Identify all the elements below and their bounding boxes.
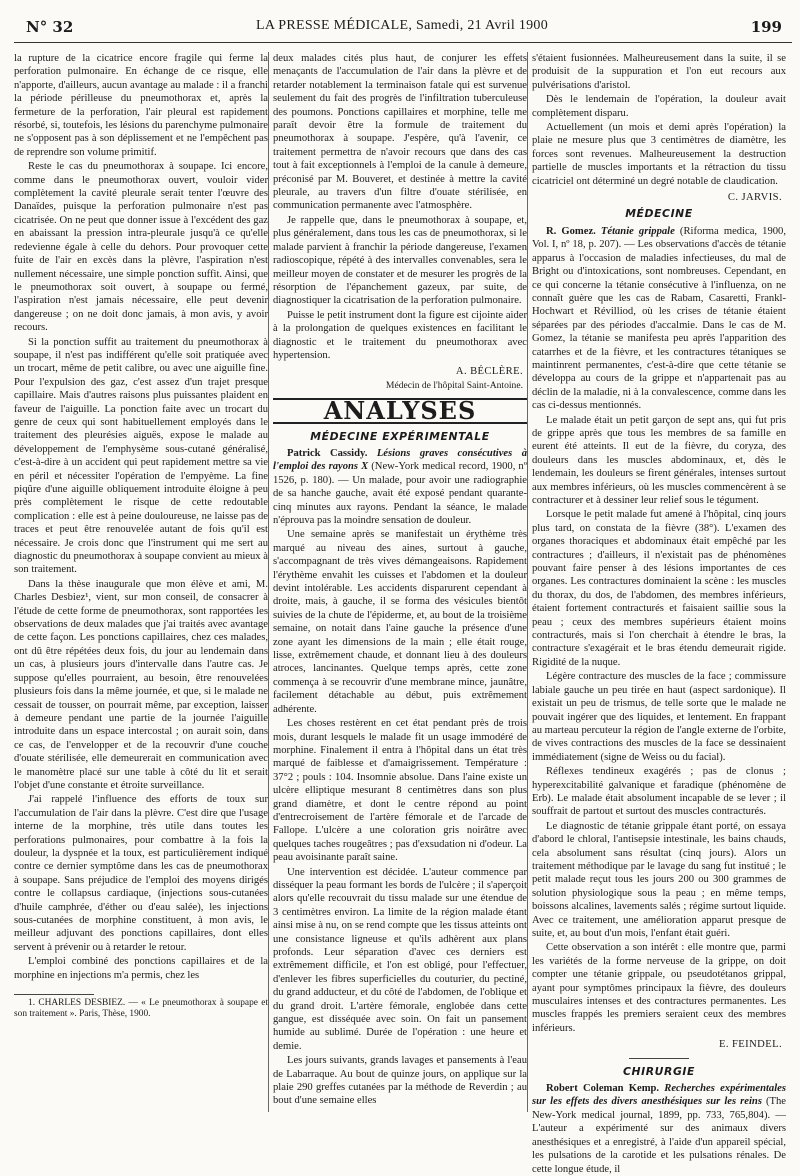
article-author: R. Gomez. xyxy=(546,225,596,237)
paragraph: deux malades cités plus haut, de conjurer les effets menaçants de l'accumulation de l'air dans la plèvre et de retarder notablement la terminaison fatale qui est survenue seulement du fait des progrès de l'infiltration tuberculeuse des poumons. Ponctions capillaires et morphine, telle me paraît devoir être la formule de traitement du pneumothorax à soupape. J'espère, qu'à l'avenir, ce traitement permettra de n'avoir recours que dans des cas tout à fait exceptionnels à l'emploi de la canule à demeure, préconisé par M. Bouveret, et destinée à mettre la cavité pleurale, au travers d'un filtre d'ouate stérilisée, en communication permanente avec l'atmosphère. xyxy=(273,53,527,212)
article-title: Tétanie grippale xyxy=(600,225,675,237)
footnote-rule xyxy=(14,994,94,995)
paragraph: Lorsque le petit malade fut amené à l'hôpital, cinq jours plus tard, on constata de la fièvre (38°). L'examen des organes thoraciques et abdominaux était empêché par les contractures ; d'ailleurs, il n'existait pas de phénomènes pouvant faire penser à des lésions importantes de ces organes. Les contractures dominaient la scène : les muscles du thorax, du dos, de l'abdomen, des membres inférieurs, étaient fortement contracturés et faisaient saillie sous la peau ; ceux des membres supérieurs étaient moins contracturés, mais si l'on cherchait à étendre le bras, la contracture s'exagérait et le bras étendu demeurait rigide. Rigidité de la nuque. xyxy=(532,509,786,668)
page-number: 199 xyxy=(750,18,782,36)
paragraph: Je rappelle que, dans le pneumothorax à soupape, et, plus généralement, dans tous les cas de pneumothorax, si le malade parvient à franchir la période dangereuse, l'examen radioscopique, répété à des intervalles convenables, sera le meilleur moyen de constater et de mesurer les progrès de la résorption de l'épanchement gazeux, par suite, de diagnostiquer la cicatrisation de la perforation pulmonaire. xyxy=(273,214,527,307)
author-signature: C. JARVIS. xyxy=(727,192,782,204)
paragraph: Dans la thèse inaugurale que mon élève et ami, M. Charles Desbiez¹, vient, sur mon conseil, de consacrer à l'étude de cette forme de pneumothorax, sont rapportées les observations de deux malades que j'ai traités avec avantage de cette façon. Les ponctions capillaires, chez ces malades, ont dû être répétées deux fois, du jour au lendemain dans un cas, à plusieurs jours d'intervalle dans l'autre cas. Je suppose qu'elles pourraient, au besoin, être renouvelées plusieurs fois dans la même journée, et que, si le malade ne cessait de tousser, on pourrait même, par exception, laisser à demeure pendant une partie de la journée l'aiguille introduite dans un espace intercostal ; on aurait soin, dans ce cas, de l'envelopper et de la recouvrir d'une couche d'ouate stérilisée, elle demeurerait en communication avec le manomètre placé sur une table à côté du lit et serait l'objet d'une constante et étroite surveillance. xyxy=(14,578,268,791)
section-rule xyxy=(629,1058,689,1059)
article-author: Patrick Cassidy. xyxy=(287,447,368,459)
paragraph: la rupture de la cicatrice encore fragile qui ferme la perforation pulmonaire. En échange de ce risque, elle n'apporte, d'ailleurs, aucun avantage au malade : il a franchi la période périlleuse du pneumothorax et, après la fermeture de la perforation, l'air pleural est rapidement résorbé, si, toutefois, les lésions du parenchyme pulmonaire ne s'opposent pas à son déplissement et ne l'empêchent pas de reprendre son volume primitif. xyxy=(14,53,268,158)
article-abstract xyxy=(532,225,786,413)
paragraph: Puisse le petit instrument dont la figure est cijointe aider à la prolongation de quelques existences en facilitant le diagnostic et le traitement du pneumothorax avec hypertension. xyxy=(273,309,527,361)
footnote: 1. CHARLES DESBIEZ. — « Le pneumothorax à soupape et son traitement ». Paris, Thèse, 1900. xyxy=(14,998,268,1020)
article-author: Robert Coleman Kemp. xyxy=(546,1083,660,1095)
paragraph: Cette observation a son intérêt : elle montre que, parmi les variétés de la forme nerveuse de la grippe, on doit compter une tétanie grippale, ou pseudotétanos grippal, ayant pour symptômes principaux la fièvre, des douleurs musculaires intenses et des contractures permanentes. Les muscles frappés les premiers seraient ceux des membres inférieurs. xyxy=(532,942,786,1034)
paragraph: Une semaine après se manifestait un érythème très marqué au niveau des aines, surtout à gauche, s'accompagnant de très vives démangeaisons. Rapidement l'érythème envahit les cuisses et l'abdomen et la douleur devint intolérable. Les accidents disparurent cependant à droite, mais, à gauche, il se forma des vésicules bientôt suivies de la chute de l'épiderme, et, au bout de la troisième semaine, on notait dans l'aine gauche la présence d'une zone ayant les dimensions de la main ; elle était rouge, lisse, extrêmement chaude, et donnant lieu à des douleurs atroces, lancinantes. Quelque temps après, cette zone commença à se recouvrir d'une membrane mince, jaunâtre, facilement détachable au début, puis extrêmement adhérente. xyxy=(273,529,527,715)
author-signature: A. BÉCLÈRE. xyxy=(455,366,523,378)
author-signature: E. FEINDEL. xyxy=(719,1039,782,1051)
paragraph: Reste le cas du pneumothorax à soupape. Ici encore, comme dans le pneumothorax ouvert, vouloir vider complètement la cavité pleurale serait tenter l'œuvre des Danaïdes, puisque la perforation pulmonaire n'est pas cicatrisée. On ne peut que donner issue à l'excédent des gaz en abaissant la pression intra-pleurale jusqu'à ce qu'elle redevienne égale à celle du dehors. Pour provoquer cette fuite de l'air en excès dans la plèvre, l'aspiration n'est nullement nécessaire, une simple ponction suffit. Ainsi, que le pneumothorax soit ouvert, à soupape ou fermé, l'aspiration n'est jamais nécessaire, elle peut devenir dangereuse ; on ne doit donc jamais, à mon avis, y avoir recours. xyxy=(14,161,268,334)
author-affiliation: Médecin de l'hôpital Saint-Antoine. xyxy=(385,379,523,391)
paragraph: Légère contracture des muscles de la face ; commissure labiale gauche un peu tirée en haut (aspect sardonique). Il existait un peu de trismus, de telle sorte que le malade ne pouvait ingérer que des liquides, et lentement. En frappant au marteau percuteur la région de l'angle externe de l'orbite, de vives contractions des muscles de la face se dessinaient immédiatement (signe de Weiss ou du facial). xyxy=(532,671,786,763)
header-rule xyxy=(14,42,792,43)
paragraph: Le malade était un petit garçon de sept ans, qui fut pris de grippe après que tous les membres de sa famille en eurent été atteints. Il eut de la fièvre, du coryza, des douleurs dans les muscles abdominaux, et, dès le lendemain, les douleurs se firent générales, intenses surtout aux membres inférieurs, où les muscles commencèrent à se contracturer et à dessiner leur relief sous le tégument. xyxy=(532,414,786,506)
paragraph: Les jours suivants, grands lavages et pansements à l'eau de Labarraque. Au bout de quinze jours, on applique sur la plaie 290 greffes cutanées par la méthode de Reverdin ; au bout d'une semaine elles xyxy=(273,1055,527,1107)
section-heading: MÉDECINE xyxy=(625,207,693,221)
article-title: Lésions graves consécutives à l'emploi des rayons X xyxy=(273,447,527,473)
column-2 xyxy=(273,52,527,1112)
article-title: Recherches expérimentales sur les effets des divers anesthésiques sur les reins xyxy=(532,1083,786,1108)
article-reference: (New-York medical record, 1900, nº 1526, p. 180). — Un malade, pour avoir une radiographie de sa hanche gauche, avait été exposé pendant quarante-cinq minutes aux rayons. Pendant la séance, le malade n'éprouva pas la moindre sensation de douleur. xyxy=(273,461,528,526)
paragraph: Réflexes tendineux exagérés ; pas de clonus ; hyperexcitabilité galvanique et faradique (phénomène de Erb). Le malade était absolument incapable de se lever ; il souffrait de partout et surtout des muscles contracturés. xyxy=(532,766,786,818)
article-reference: (Riforma medica, 1900, Vol. I, nº 18, p. 207). — Les observations d'accès de tétanie apparus à l'occasion de maladies infectieuses, du mal de Bright ou d'intoxications, sont nombreuses. Cependant, en ce qui concerne la tétanie consécutive à l'influenza, on ne connaît guère que les cas de Rabam, Casaretti, Frankl-Hochwart et Révilliod, où les crises de tétanie étaient séparées par des périodes d'accalmie. Dans le cas de M. Gomez, la tétanie se manifesta peu après l'apparition des catarrhes et de la fièvre, et les contractures tétaniques se maintinrent permanentes, c'est-à-dire que cette tétanie se développa au cours de la grippe et n'appartenait pas au déclin de la maladie, ni à la convalescence, comme dans les cas ci-dessus mentionnés. xyxy=(532,225,786,412)
column-1 xyxy=(14,52,268,1112)
paragraph: J'ai rappelé l'influence des efforts de toux sur l'accumulation de l'air dans la plèvre. C'est dire que l'usage interne de la morphine, très utile dans toutes les perforations pulmonaires, pour combattre à la fois la douleur, la dyspnée et la toux, est particulièrement indiqué contre ce dernier symptôme dans les cas de pneumothorax à soupape. Sans préjudice de l'emploi des moyens dirigés contre le collapsus cardiaque, (injections sous-cutanées d'huile camphrée, d'éther ou d'eau salée), les injections sous-cutanées de morphine constituent, à mon avis, le meilleur adjuvant des ponctions capillaires, dont elles servent à prévenir ou à retarder le retour. xyxy=(14,794,268,953)
column-divider xyxy=(268,52,269,1112)
article-abstract xyxy=(532,1082,786,1176)
journal-title: LA PRESSE MÉDICALE, Samedi, 21 Avril 1900 xyxy=(255,18,549,33)
section-heading: CHIRURGIE xyxy=(622,1064,696,1078)
page-header xyxy=(12,18,792,44)
column-divider xyxy=(527,52,528,1112)
paragraph: Les choses restèrent en cet état pendant près de trois mois, durant lesquels le malade fit un usage immodéré de morphine. Finalement il entra à l'hôpital dans un état très marqué de faiblesse et d'amaigrissement. Température : 37°2 ; pouls : 104. Insomnie absolue. Dans l'aine existe un ulcère elliptique mesurant 8 centimètres dans son plus grand diamètre, et dont le centre répond au point d'entrecroisement de l'artère fémorale et de l'arcade de Fallope. L'ulcère a une coloration gris noirâtre avec quelques taches rougeâtres ; pas d'exsudation ni d'odeur. La peau avoisinante paraît saine. xyxy=(273,718,527,864)
paragraph: Le diagnostic de tétanie grippale étant porté, on essaya d'abord le chloral, l'antisepsie intestinale, les bains chauds, cela absolument sans résultat (cinq jours). Alors un traitement méthodique par le lavage du sang fut institué ; le petit malade reçut tous les jours 200 ou 300 grammes de solution physiologique sous la peau ; en même temps, boissons alcalines, lavements salés ; régime surtout liquide. Avec ce traitement, une amélioration apparut presque de suite, et, au bout d'un mois, l'enfant était guéri. xyxy=(532,820,786,939)
paragraph: Actuellement (un mois et demi après l'opération) la plaie ne mesure plus que 3 centimètres de diamètre, les forces sont revenues. Malheureusement la destruction partielle de muscles importants et la rétraction du tissu cicatriciel ont déterminé un degré notable de claudication. xyxy=(532,122,786,187)
paragraph: s'étaient fusionnées. Malheureusement dans la suite, il se produisit de la suppuration et l'on eut recours aux pulvérisations d'aristol. xyxy=(532,53,786,91)
column-3 xyxy=(532,52,786,1175)
paragraph: Dès le lendemain de l'opération, la douleur avait complètement disparu. xyxy=(532,94,786,119)
paragraph: Si la ponction suffit au traitement du pneumothorax à soupape, il n'est pas indifférent qu'elle soit pratiquée avec un trocart, même de petit calibre, ou avec une aiguille fine. Pour l'expulsion des gaz, c'est assez d'un trajet presque capillaire. Mais d'autres raisons plus puissantes plaident en faveur de l'aiguille. La ponction faite avec un trocart du genre de ceux qui sont habituellement employés dans le traitement des pleurésies aiguës, expose le malade au développement de l'emphysème sous-cutané généralisé, c'est-à-dire à un accident qui peut rapidement mettre sa vie en péril et nécessiter l'opération de l'empyème. La fine piqûre d'une aiguille obliquement introduite éloigne à peu près complètement le risque de cette redoutable complication : elle est à peine douloureuse, ne laisse pas de traces et peut être renouvelée autant de fois qu'il est nécessaire. Je crois donc que l'instrument qui me sert au diagnostic du pneumothorax à soupape convient au mieux à son traitement. xyxy=(14,336,268,576)
analyses-heading: ANALYSES xyxy=(273,398,527,423)
article-reference: (The New-York medical journal, 1899, pp. 733, 765,804). — L'auteur a expérimenté sur des animaux divers anesthésiques et a enregistré, à l'aide d'un appareil spécial, les pulsations de la carotide et les pulsations rénales. De cette longue étude, il xyxy=(532,1096,786,1175)
paragraph: L'emploi combiné des ponctions capillaires et de la morphine en injections m'a permis, chez les xyxy=(14,956,268,981)
issue-number: N° 32 xyxy=(26,18,74,36)
article-abstract xyxy=(273,447,527,527)
paragraph: Une intervention est décidée. L'auteur commence par disséquer la peau formant les bords de l'ulcère ; il s'aperçoit alors qu'elle recouvrait du tissu malade sur une étendue de 3 centimètres environ. La limite de la région malade étant ainsi mise à nu, on se rend compte que les tissus atteints ont une consistance ligneuse et qu'ils adhèrent aux plans profonds. Leur séparation d'avec ces derniers est extrêmement difficile, et l'on est obligé, pour l'effectuer, d'enlever les fibres superficielles du couturier, du pectiné, du grand adducteur, et du côté de l'abdomen, de l'oblique et du grand droit. L'artère fémorale, englobée dans cette gangue, est disséquée avec soin. On fait un pansement humide au sublimé. Durée de l'opération : une heure et demie. xyxy=(273,866,527,1052)
section-heading: MÉDECINE EXPÉRIMENTALE xyxy=(310,429,490,443)
